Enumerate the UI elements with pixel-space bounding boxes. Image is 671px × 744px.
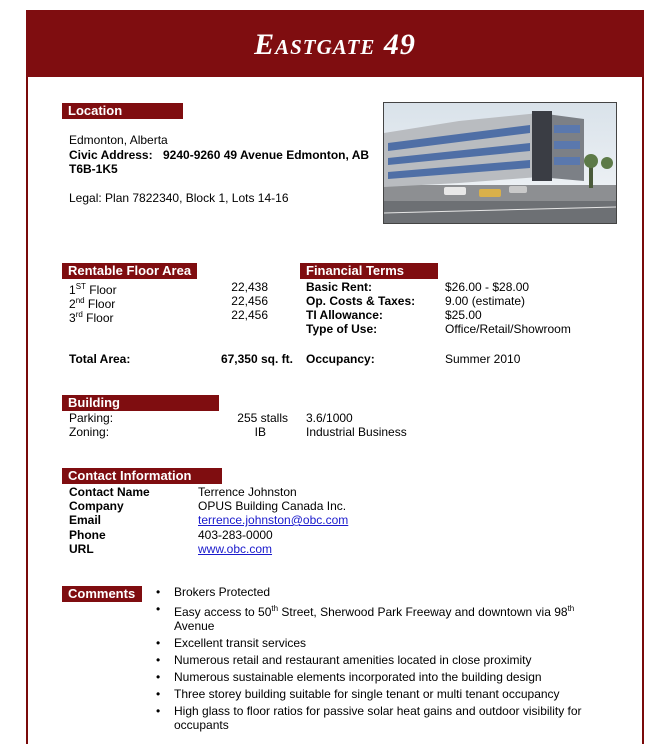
floor-1-value: 22,438: [231, 280, 268, 294]
basic-rent-label: Basic Rent:: [306, 280, 373, 294]
contact-name-value: Terrence Johnston: [198, 485, 297, 499]
location-header: Location: [62, 103, 183, 119]
page-title: Eastgate 49: [254, 28, 416, 61]
contact-name-label: Contact Name: [69, 485, 150, 499]
total-area-label: Total Area:: [69, 352, 131, 366]
list-item: • Numerous retail and restaurant amenities located in close proximity: [156, 653, 606, 667]
parking-ratio: 3.6/1000: [306, 411, 353, 425]
email-link[interactable]: terrence.johnston@obc.com: [198, 513, 349, 527]
list-item: • Brokers Protected: [156, 585, 606, 599]
floor-3-value: 22,456: [231, 308, 268, 322]
civic-postal: T6B-1K5: [69, 162, 118, 176]
basic-rent-value: $26.00 - $28.00: [445, 280, 530, 294]
financial-header: Financial Terms: [300, 263, 438, 279]
floor-3-label: 3rd Floor: [69, 310, 114, 325]
location-city: Edmonton, Alberta: [69, 133, 168, 147]
type-of-use-value: Office/Retail/Showroom: [445, 322, 571, 336]
email-label: Email: [69, 513, 102, 527]
comments-header: Comments: [62, 586, 142, 602]
occupancy-label: Occupancy:: [306, 352, 375, 366]
parking-value: 255 stalls: [237, 411, 288, 425]
ti-allowance-label: TI Allowance:: [306, 308, 383, 322]
phone-label: Phone: [69, 528, 106, 542]
contact-header: Contact Information: [62, 468, 222, 484]
list-item: • Easy access to 50th Street, Sherwood Park Freeway and downtown via 98th Avenue: [156, 602, 606, 633]
zoning-value: IB: [254, 425, 266, 439]
phone-value: 403-283-0000: [198, 528, 273, 542]
list-item: • Numerous sustainable elements incorporated into the building design: [156, 670, 606, 684]
total-area-value: 67,350 sq. ft.: [220, 352, 293, 366]
floor-2-value: 22,456: [231, 294, 268, 308]
floor-2-label: 2nd Floor: [69, 296, 116, 311]
title-banner: [26, 10, 644, 77]
civic-value: 9240-9260 49 Avenue Edmonton, AB: [163, 148, 370, 162]
op-costs-label: Op. Costs & Taxes:: [306, 294, 416, 308]
op-costs-value: 9.00 (estimate): [445, 294, 526, 308]
building-header: Building: [62, 395, 219, 411]
list-item: • Three storey building suitable for single tenant or multi tenant occupancy: [156, 687, 606, 701]
parking-label: Parking:: [69, 411, 114, 425]
occupancy-value: Summer 2010: [445, 352, 521, 366]
type-of-use-label: Type of Use:: [306, 322, 378, 336]
floor-1-label: 1ST Floor: [69, 282, 117, 297]
list-item: • Excellent transit services: [156, 636, 606, 650]
legal-description: Legal: Plan 7822340, Block 1, Lots 14-16: [69, 191, 289, 205]
zoning-label: Zoning:: [69, 425, 110, 439]
comments-list: [156, 585, 606, 735]
ti-allowance-value: $25.00: [445, 308, 482, 322]
building-photo: [383, 102, 617, 224]
url-label: URL: [69, 542, 94, 556]
civic-label: Civic Address:: [69, 148, 153, 162]
floor-area-header: Rentable Floor Area: [62, 263, 197, 279]
company-value: OPUS Building Canada Inc.: [198, 499, 347, 513]
list-item: • High glass to floor ratios for passive solar heat gains and outdoor visibility for occupants: [156, 704, 606, 732]
company-label: Company: [69, 499, 124, 513]
zoning-description: Industrial Business: [306, 425, 407, 439]
url-link[interactable]: www.obc.com: [198, 542, 273, 556]
